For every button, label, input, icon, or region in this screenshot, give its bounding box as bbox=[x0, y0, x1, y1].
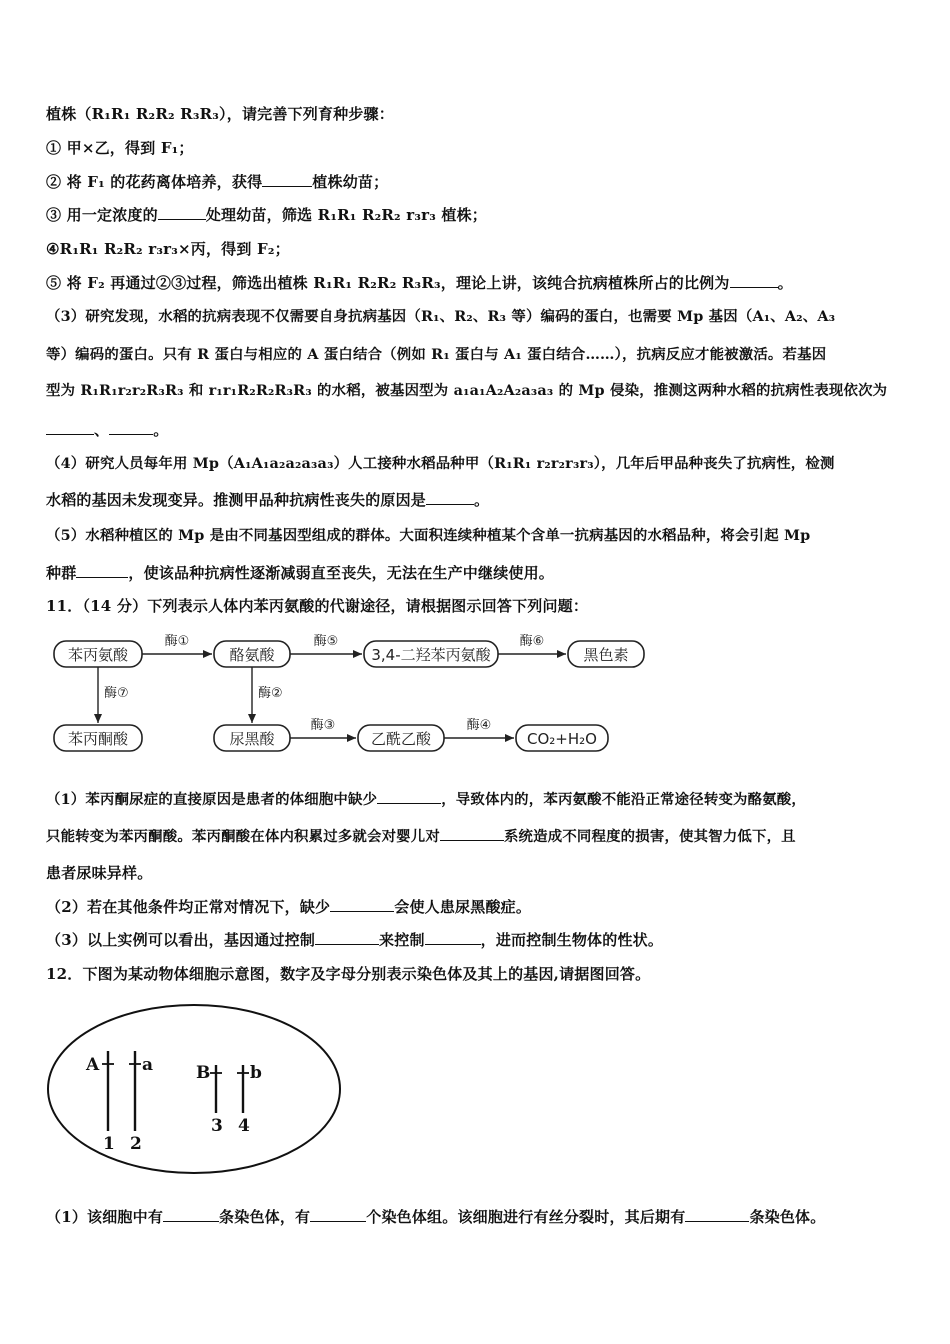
q11-sub1-text-a: （1）苯丙酮尿症的直接原因是患者的体细胞中缺少 bbox=[46, 791, 378, 808]
animal-cell-diagram bbox=[46, 1003, 346, 1175]
cell-membrane bbox=[48, 1005, 340, 1173]
q10-line-5: ④R₁R₁ R₂R₂ r₃r₃×丙，得到 F₂； bbox=[46, 240, 290, 258]
svg-text:酪氨酸: 酪氨酸 bbox=[229, 646, 275, 664]
q10-part4-end: 。 bbox=[474, 491, 490, 509]
q11-sub2-text-a: （2）若在其他条件均正常对情况下，缺少 bbox=[46, 898, 331, 916]
chromosome-number-1: 1 bbox=[103, 1134, 115, 1154]
q10-part3-line-c: 型为 R₁R₁r₂r₂R₃R₃ 和 r₁r₁R₂R₂R₃R₃ 的水稻，被基因型为 a₁a₁A₂A₂a₃a₃ 的 Mp 侵染，推测这两种水稻的抗病性表现依次为 bbox=[46, 382, 888, 399]
svg-text:苯丙酮酸: 苯丙酮酸 bbox=[67, 730, 129, 748]
q10-part3-line-a: （3）研究发现，水稻的抗病表现不仅需要自身抗病基因（R₁、R₂、R₃ 等）编码的蛋白，也需要 Mp 基因（A₁、A₂、A₃ bbox=[46, 308, 836, 325]
node-melanin bbox=[568, 641, 644, 667]
q12-sub1-line bbox=[46, 1207, 908, 1227]
gene-label-A: A bbox=[86, 1055, 100, 1075]
label-enzyme-2: 酶② bbox=[258, 686, 283, 701]
q10-line-6 bbox=[46, 273, 908, 293]
q10-line-4-text-a: ③ 用一定浓度的 bbox=[46, 206, 158, 224]
q11-sub2-line bbox=[46, 897, 908, 917]
q10-line-6-text-a: ⑤ 将 F₂ 再通过②③过程，筛选出植株 R₁R₁ R₂R₂ R₃R₃，理论上讲，该纯合抗病植株所占的比例为 bbox=[46, 274, 730, 292]
q10-part5-line-a: （5）水稻种植区的 Mp 是由不同基因型组成的群体。大面积连续种植某个含单一抗病基因的水稻品种，将会引起 Mp bbox=[46, 527, 811, 544]
q10-part5-line-b bbox=[46, 563, 908, 583]
q11-sub1-text-d: 系统造成不同程度的损害，使其智力低下，且 bbox=[503, 828, 796, 845]
q10-part4-line-b bbox=[46, 490, 908, 510]
q12-sub1-text-a: （1）该细胞中有 bbox=[46, 1208, 164, 1226]
q11-sub1-text-c: 只能转变为苯丙酮酸。苯丙酮酸在体内积累过多就会对婴儿对 bbox=[46, 828, 440, 845]
answer-blank bbox=[163, 1207, 219, 1222]
svg-text:CO₂+H₂O: CO₂+H₂O bbox=[527, 730, 597, 748]
chromosome-number-2: 2 bbox=[130, 1134, 142, 1154]
answer-blank bbox=[109, 420, 153, 435]
q10-line-2: ① 甲×乙，得到 F₁； bbox=[46, 139, 194, 157]
node-tyrosine bbox=[214, 641, 290, 667]
q10-part4-text: 水稻的基因未发现变异。推测甲品种抗病性丧失的原因是 bbox=[46, 491, 427, 509]
q10-line-6-text-b: 。 bbox=[777, 274, 793, 292]
q12-sub1-text-b: 条染色体，有 bbox=[219, 1208, 311, 1226]
answer-blank bbox=[377, 789, 441, 804]
q10-part4-line-a: （4）研究人员每年用 Mp（A₁A₁a₂a₂a₃a₃）人工接种水稻品种甲（R₁R₁ r₂r₂r₃r₃），几年后甲品种丧失了抗病性，检测 bbox=[46, 455, 835, 472]
q10-part3-line-d bbox=[46, 420, 908, 440]
q10-line-3-text-b: 植株幼苗； bbox=[312, 173, 389, 191]
node-phenylpyruvic-acid bbox=[54, 725, 142, 751]
svg-text:黑色素: 黑色素 bbox=[583, 646, 629, 664]
answer-blank bbox=[330, 897, 394, 912]
q11-sub3-text-c: ，进而控制生物体的性状。 bbox=[480, 931, 664, 949]
gene-label-b: b bbox=[250, 1063, 262, 1083]
q10-line-4-text-b: 处理幼苗，筛选 R₁R₁ R₂R₂ r₃r₃ 植株； bbox=[205, 206, 488, 224]
q10-part3-line-b: 等）编码的蛋白。只有 R 蛋白与相应的 A 蛋白结合（例如 R₁ 蛋白与 A₁ 蛋白结合……），抗病反应才能被激活。若基因 bbox=[46, 346, 827, 363]
chromosome-number-4: 4 bbox=[238, 1116, 250, 1136]
answer-blank bbox=[315, 930, 379, 945]
label-enzyme-6: 酶⑥ bbox=[519, 634, 545, 649]
q10-part3-end: 。 bbox=[153, 421, 169, 439]
q11-sub1-line-a bbox=[46, 789, 908, 810]
label-enzyme-1: 酶① bbox=[164, 634, 190, 649]
node-co2-h2o bbox=[516, 725, 608, 751]
answer-blank bbox=[310, 1207, 366, 1222]
q10-line-3 bbox=[46, 172, 908, 192]
q11-sub3-text-b: 来控制 bbox=[379, 931, 425, 949]
q12-sub1-text-c: 个染色体组。该细胞进行有丝分裂时，其后期有 bbox=[366, 1208, 686, 1226]
q11-sub1-text-b: ，导致体内的，苯丙氨酸不能沿正常途径转变为酪氨酸， bbox=[441, 791, 806, 808]
q10-part5-end: ，使该品种抗病性逐渐减弱直至丧失，无法在生产中继续使用。 bbox=[128, 564, 555, 582]
q10-line-1: 植株（R₁R₁ R₂R₂ R₃R₃），请完善下列育种步骤： bbox=[46, 105, 394, 123]
label-enzyme-7: 酶⑦ bbox=[104, 686, 129, 701]
svg-text:乙酰乙酸: 乙酰乙酸 bbox=[370, 730, 432, 748]
label-enzyme-3: 酶③ bbox=[310, 718, 336, 733]
answer-blank bbox=[425, 930, 481, 945]
answer-blank bbox=[730, 273, 778, 288]
gene-label-B: B bbox=[196, 1063, 211, 1083]
label-enzyme-4: 酶④ bbox=[466, 718, 492, 733]
chromosome-number-3: 3 bbox=[211, 1116, 223, 1136]
gene-label-a: a bbox=[142, 1055, 154, 1075]
svg-text:苯丙氨酸: 苯丙氨酸 bbox=[67, 646, 129, 664]
node-homogentisic-acid bbox=[214, 725, 290, 751]
q11-sub1-line-b bbox=[46, 826, 908, 847]
q10-part3-sep: 、 bbox=[94, 421, 110, 439]
label-enzyme-5: 酶⑤ bbox=[313, 634, 339, 649]
answer-blank bbox=[426, 490, 474, 505]
answer-blank bbox=[158, 205, 206, 220]
q11-sub3-line bbox=[46, 930, 908, 950]
q10-part5-text: 种群 bbox=[46, 564, 77, 582]
q11-heading: 11．（14 分）下列表示人体内苯丙氨酸的代谢途径，请根据图示回答下列问题： bbox=[46, 597, 589, 615]
answer-blank bbox=[440, 826, 504, 841]
q12-heading: 12．下图为某动物体细胞示意图，数字及字母分别表示染色体及其上的基因,请据图回答。 bbox=[46, 965, 651, 983]
node-dopa bbox=[364, 641, 498, 667]
node-acetoacetic-acid bbox=[358, 725, 444, 751]
q11-sub1-line-c: 患者尿味异样。 bbox=[46, 864, 153, 882]
q11-sub3-text-a: （3）以上实例可以看出，基因通过控制 bbox=[46, 931, 316, 949]
phenylalanine-pathway-diagram bbox=[46, 625, 666, 760]
svg-text:尿黑酸: 尿黑酸 bbox=[229, 730, 275, 748]
q11-sub2-text-b: 会使人患尿黑酸症。 bbox=[394, 898, 532, 916]
answer-blank bbox=[262, 172, 312, 187]
q10-line-4 bbox=[46, 205, 908, 225]
svg-text:3,4-二羟苯丙氨酸: 3,4-二羟苯丙氨酸 bbox=[371, 646, 491, 664]
answer-blank bbox=[76, 563, 128, 578]
q10-line-3-text-a: ② 将 F₁ 的花药离体培养，获得 bbox=[46, 173, 263, 191]
answer-blank bbox=[685, 1207, 749, 1222]
node-phenylalanine bbox=[54, 641, 142, 667]
q12-sub1-text-d: 条染色体。 bbox=[749, 1208, 826, 1226]
answer-blank bbox=[46, 420, 94, 435]
